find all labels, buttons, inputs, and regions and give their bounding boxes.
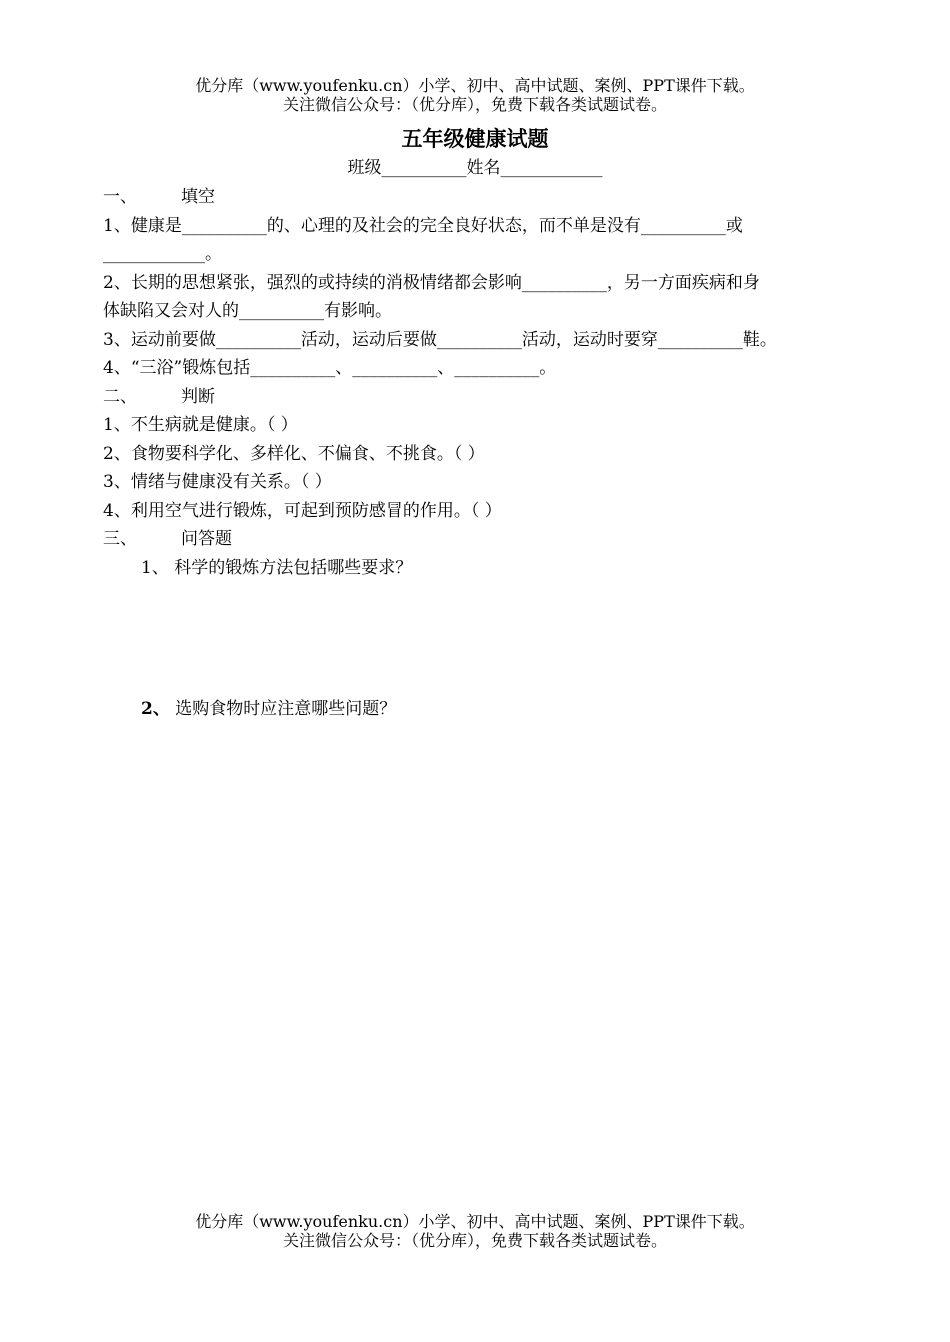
qa-question-number: 2、 [141, 699, 170, 719]
qa-question-1 [103, 554, 853, 583]
judge-question-3: 3、情绪与健康没有关系。（ ） [103, 472, 332, 492]
judge-question-1: 1、不生病就是健康。（ ） [103, 415, 298, 435]
fill-question-1: 1、健康是__________的、心理的及社会的完全良好状态，而不单是没有__________或 [103, 215, 743, 236]
section-judge-heading [103, 383, 853, 412]
section-fill-heading [103, 183, 853, 212]
section-qa-heading [103, 525, 853, 554]
qa-question-text: 选购食物时应注意哪些问题？ [175, 699, 397, 719]
qa-question-2 [103, 695, 853, 724]
answer-space [103, 582, 853, 695]
section-number: 一、 [103, 187, 137, 207]
header-line-2: 关注微信公众号：（优分库），免费下载各类试题试卷。 [282, 95, 667, 114]
fill-question-2-cont: 体缺陷又会对人的__________有影响。 [103, 301, 392, 321]
footer-line-2: 关注微信公众号：（优分库），免费下载各类试题试卷。 [282, 1231, 667, 1250]
section-label: 问答题 [181, 529, 232, 549]
document-title: 五年级健康试题 [401, 126, 549, 151]
fill-question-2: 2、长期的思想紧张，强烈的或持续的消极情绪都会影响__________，另一方面疾病和身 [103, 272, 760, 293]
judge-question-2: 2、食物要科学化、多样化、不偏食、不挑食。（ ） [103, 443, 485, 464]
judge-question-4: 4、利用空气进行锻炼，可起到预防感冒的作用。（ ） [103, 500, 502, 521]
exam-content [103, 183, 853, 724]
section-label: 判断 [181, 386, 215, 407]
section-label: 填空 [181, 187, 215, 207]
fill-question-1-cont: ____________。 [103, 244, 222, 264]
header-line-1: 优分库（www.youfenku.cn）小学、初中、高中试题、案例、PPT课件下载。 [195, 76, 755, 95]
footer-line-1: 优分库（www.youfenku.cn）小学、初中、高中试题、案例、PPT课件下载。 [195, 1212, 755, 1231]
page-header [0, 76, 950, 114]
fill-question-3: 3、运动前要做__________活动，运动后要做__________活动，运动时要穿__________鞋。 [103, 329, 777, 350]
section-number: 三、 [103, 529, 137, 549]
page-footer [0, 1212, 950, 1250]
section-number: 二、 [103, 386, 137, 407]
fill-question-4: 4、“三浴”锻炼包括__________、__________、__________。 [103, 358, 557, 378]
qa-question-text: 科学的锻炼方法包括哪些要求？ [174, 557, 413, 578]
class-name-line: 班级__________姓名____________ [347, 158, 603, 178]
qa-question-number: 1、 [141, 557, 169, 578]
